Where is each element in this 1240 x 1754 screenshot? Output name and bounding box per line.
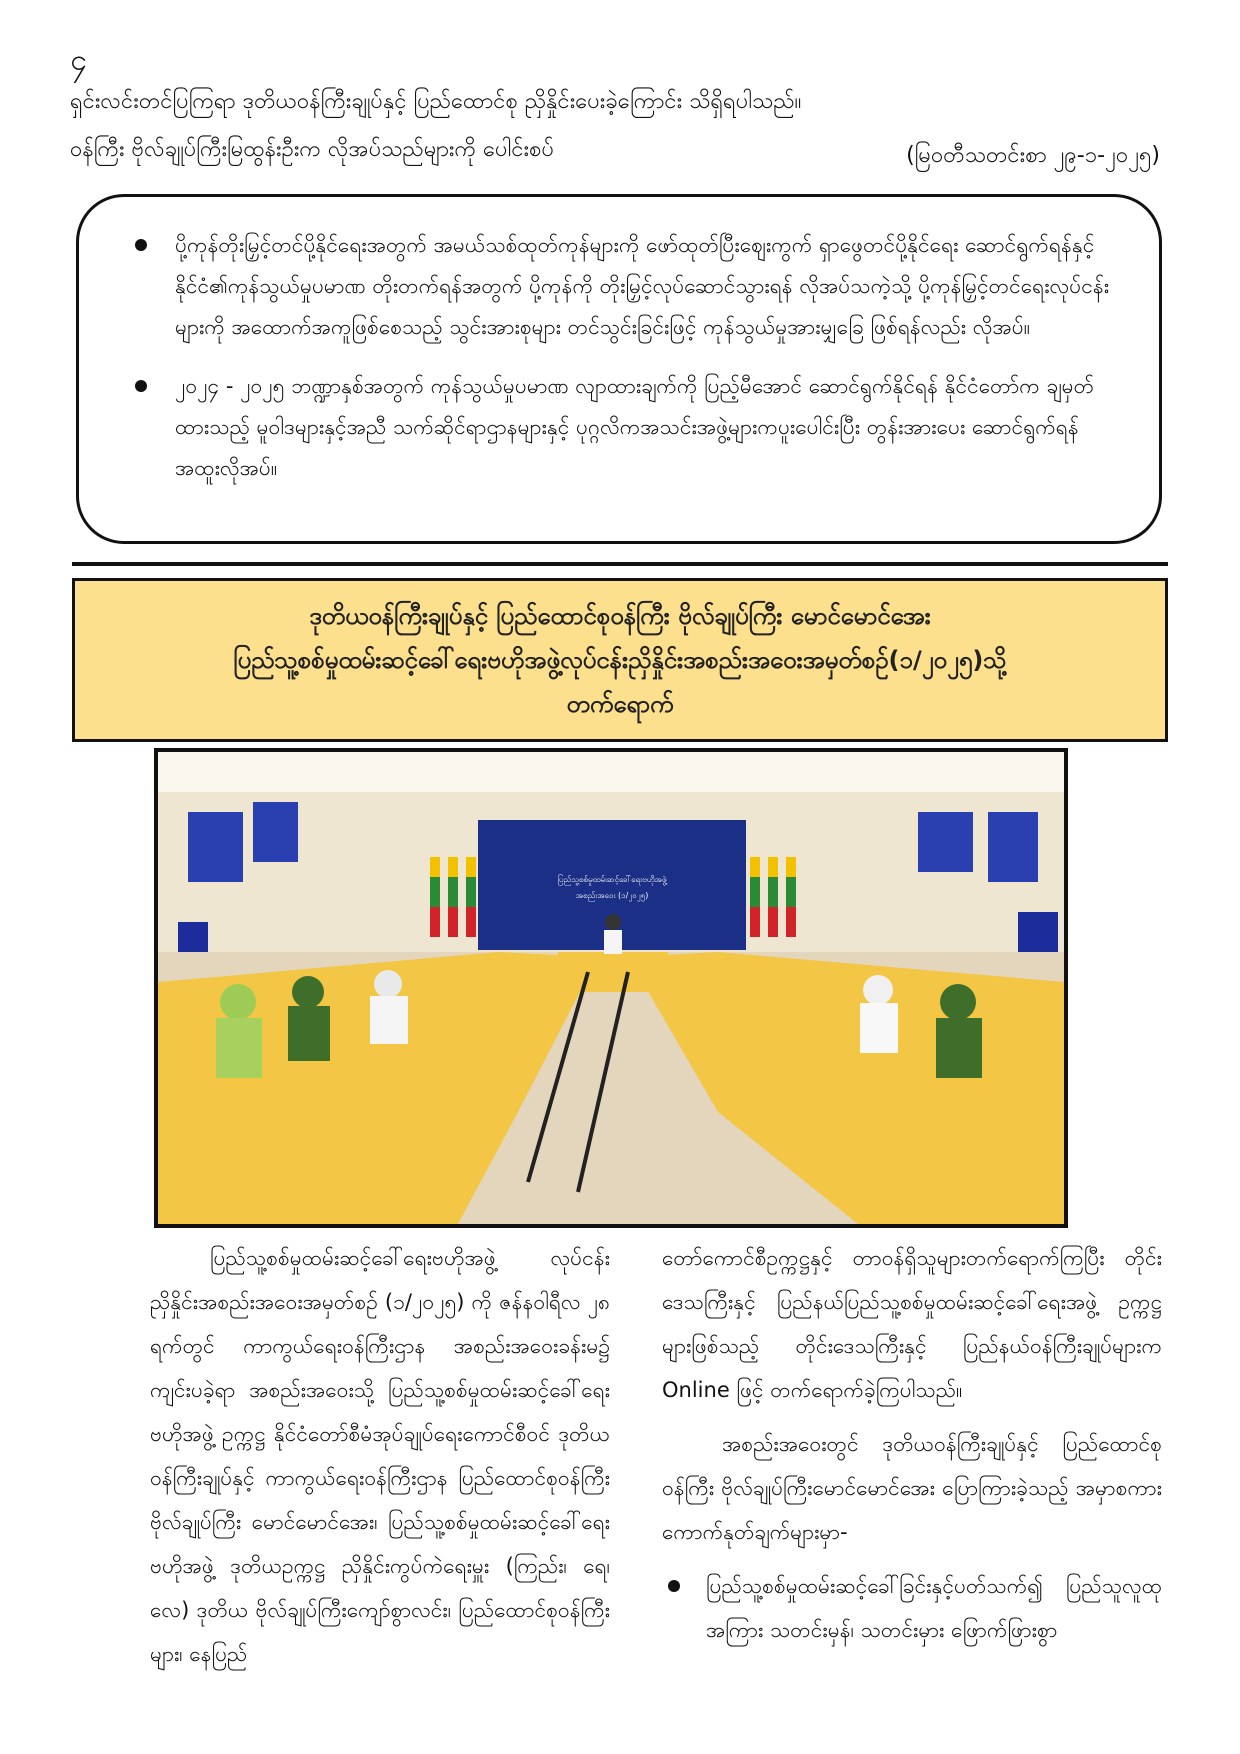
article-paragraph: ပြည်သူ့စစ်မှုထမ်းဆင့်ခေါ်ရေးဗဟိုအဖွဲ့ လုပ်ငန်းညှိနှိုင်းအစည်းအဝေးအမှတ်စဉ် (၁/၂၀၂၅) ကို ဇန်နဝါရီလ ၂၈ ရက်တွင် ကာကွယ်ရေးဝန်ကြီးဌာန အစည်းအဝေးခန်းမ၌ ကျင်းပခဲ့ရာ အစည်းအဝေးသို့ ပြည်သူ့စစ်မှုထမ်းဆင့်ခေါ်ရေးဗဟိုအဖွဲ့ ဥက္ကဋ္ဌ နိုင်ငံတော်စီမံအုပ်ချုပ်ရေးကောင်စီဝင် ဒုတိယဝန်ကြီးချုပ်နှင့် ကာကွယ်ရေးဝန်ကြီးဌာန ပြည်ထောင်စုဝန်ကြီး ဗိုလ်ချုပ်ကြီး မောင်မောင်အေး၊ ပြည်သူ့စစ်မှုထမ်းဆင့်ခေါ်ရေးဗဟိုအဖွဲ့ ဒုတိယဥက္ကဋ္ဌ ညှိနှိုင်းကွပ်ကဲရေးမှူး (ကြည်း၊ ရေ၊ လေ) ဒုတိယ ဗိုလ်ချုပ်ကြီးကျော်စွာလင်း၊ ပြည်ထောင်စုဝန်ကြီးများ၊ နေပြည်	[150, 1246, 610, 1666]
window-left	[188, 812, 243, 882]
window-right	[918, 812, 973, 872]
article-headline	[72, 578, 1168, 742]
headline-line-1: ဒုတိယဝန်ကြီးချုပ်နှင့် ပြည်ထောင်စုဝန်ကြီး ဗိုလ်ချုပ်ကြီး မောင်မောင်အေး	[309, 602, 931, 630]
banner-line-2: အစည်းအဝေး (၁/၂၀၂၅)	[575, 891, 649, 900]
bullet-text: ပို့ကုန်တိုးမြှင့်တင်ပို့နိုင်ရေးအတွက် အမယ်သစ်ထုတ်ကုန်များကို ဖော်ထုတ်ပြီးဈေးကွက် ရှာဖွေတင်ပို့နိုင်ရေး ဆောင်ရွက်ရန်နှင့် နိုင်ငံ၏ကုန်သွယ်မှုပမာဏ တိုးတက်ရန်အတွက် ပို့ကုန်ကို တိုးမြှင့်လုပ်ဆောင်သွားရန် လိုအပ်သကဲ့သို့ ပို့ကုန်မြှင့်တင်ရေးလုပ်ငန်းများကို အထောက်အကူဖြစ်စေသည့် သွင်းအားစုများ တင်သွင်းခြင်းဖြင့် ကုန်သွယ်မှုအားမျှခြေ ဖြစ်ရန်လည်း လိုအပ်။	[175, 233, 1110, 339]
source-reference: (မြဝတီသတင်းစာ ၂၉-၁-၂၀၂၅)	[906, 143, 1160, 168]
continued-text-line-1: ရှင်းလင်းတင်ပြကြရာ ဒုတိယဝန်ကြီးချုပ်နှင့် ပြည်ထောင်စု ညှိနှိုင်းပေးခဲ့ကြောင်း သိရှိရပါသည်။	[70, 89, 802, 114]
meeting-photo	[154, 748, 1068, 1228]
bullet-icon	[668, 1580, 680, 1592]
highlight-box	[76, 194, 1162, 544]
continued-text-line-2: ဝန်ကြီး ဗိုလ်ချုပ်ကြီးမြထွန်းဦးက လိုအပ်သည်များကို ပေါင်းစပ်	[70, 137, 555, 162]
headline-line-3: တက်ရောက်	[566, 690, 674, 718]
headline-line-2: ပြည်သူ့စစ်မှုထမ်းဆင့်ခေါ်ရေးဗဟိုအဖွဲ့လုပ်ငန်းညှိနှိုင်းအစည်းအဝေးအမှတ်စဉ်(၁/၂၀၂၅)သို့	[233, 646, 1007, 674]
article-paragraph: အစည်းအဝေးတွင် ဒုတိယဝန်ကြီးချုပ်နှင့် ပြည်ထောင်စုဝန်ကြီး ဗိုလ်ချုပ်ကြီးမောင်မောင်အေး ပြောကြားခဲ့သည့် အမှာစကားကောက်နုတ်ချက်များမှာ-	[662, 1432, 1162, 1544]
flags-right	[750, 857, 796, 937]
article-column-left	[150, 1236, 610, 1676]
list-item	[119, 366, 1119, 489]
banner-line-1: ပြည်သူ့စစ်မှုထမ်းဆင့်ခေါ်ရေးဗဟိုအဖွဲ့	[557, 875, 667, 884]
bullet-text: ၂၀၂၄ - ၂၀၂၅ ဘဏ္ဍာနှစ်အတွက် ကုန်သွယ်မှုပမာဏ လျာထားချက်ကို ပြည့်မီအောင် ဆောင်ရွက်နိုင်ရန် နိုင်ငံတော်က ချမှတ်ထားသည့် မူဝါဒများနှင့်အညီ သက်ဆိုင်ရာဌာနများနှင့် ပုဂ္ဂလိကအသင်းအဖွဲ့များကပူးပေါင်းပြီး တွန်းအားပေး ဆောင်ရွက်ရန် အထူးလိုအပ်။	[175, 374, 1095, 480]
list-item	[662, 1564, 1162, 1652]
article-paragraph: တော်ကောင်စီဥက္ကဋ္ဌနှင့် တာဝန်ရှိသူများတက်ရောက်ကြပြီး တိုင်းဒေသကြီးနှင့် ပြည်နယ်ပြည်သူ့စစ်မှုထမ်းဆင့်ခေါ်ရေးအဖွဲ့ ဥက္ကဋ္ဌများဖြစ်သည့် တိုင်းဒေသကြီးနှင့် ပြည်နယ်ဝန်ကြီးချုပ်များက Online ဖြင့် တက်ရောက်ခဲ့ကြပါသည်။	[662, 1246, 1162, 1402]
highlight-list	[119, 225, 1119, 489]
article-column-right	[662, 1236, 1162, 1652]
bullet-icon	[135, 380, 147, 392]
meeting-hall-image	[158, 752, 1064, 1224]
bullet-text: ပြည်သူ့စစ်မှုထမ်းဆင့်ခေါ်ခြင်းနှင့်ပတ်သက်၍ ပြည်သူလူထုအကြား သတင်းမှန်၊ သတင်းမှား ဖြောက်ဖြားစွာ	[706, 1574, 1162, 1642]
list-item	[119, 225, 1119, 348]
flags-left	[430, 857, 476, 937]
bullet-icon	[135, 239, 147, 251]
section-divider	[72, 562, 1168, 566]
page-number: ၄	[70, 43, 87, 78]
